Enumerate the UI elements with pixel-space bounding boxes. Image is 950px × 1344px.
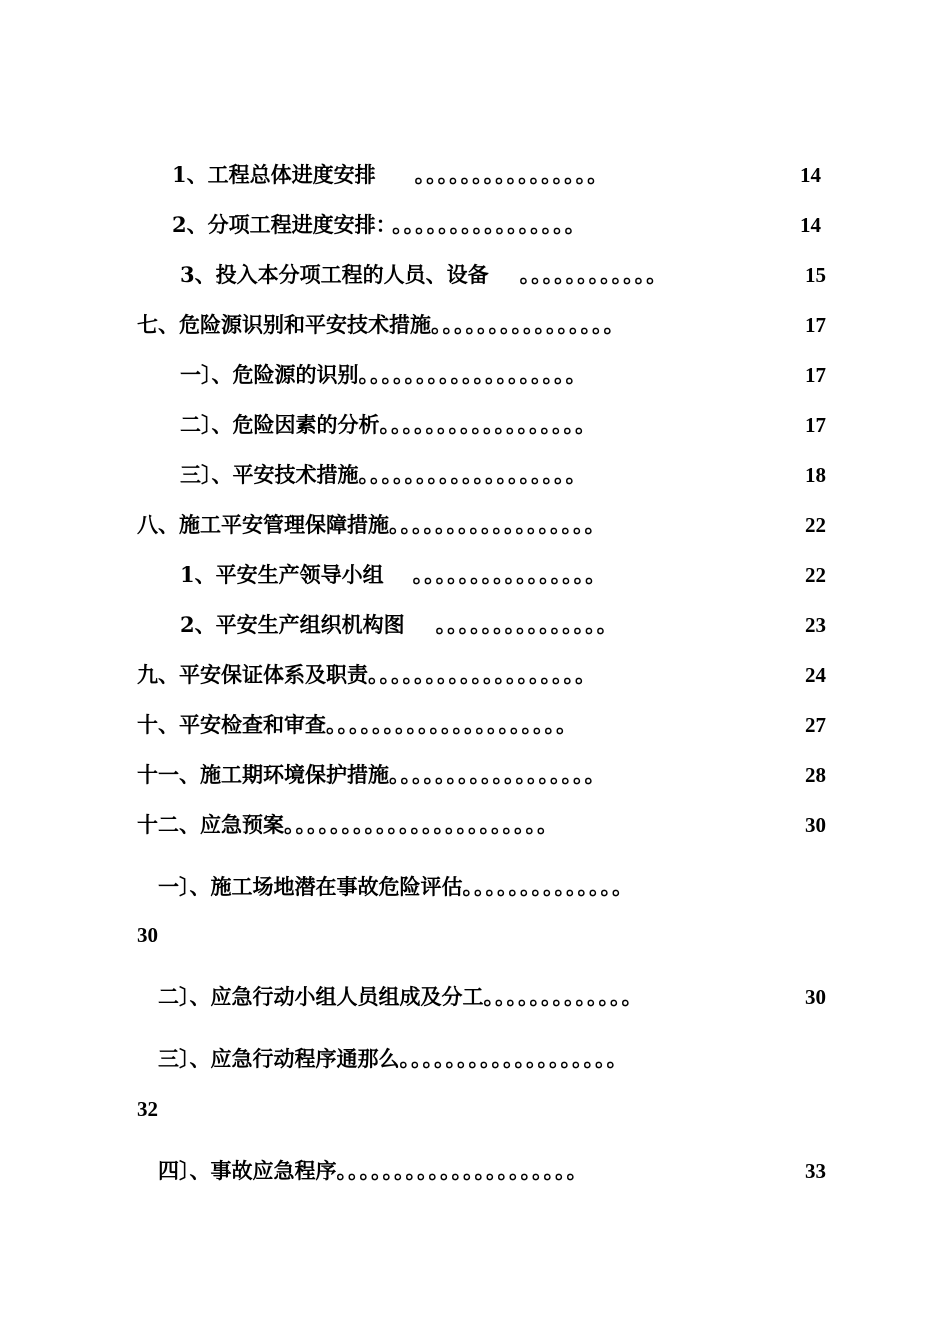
toc-entry-title: 十二、应急预案 <box>137 812 284 837</box>
toc-leader-dots: 。。。。。。。。。。。。。。。。。。 <box>389 762 607 787</box>
toc-entry <box>180 360 588 390</box>
toc-entry <box>158 872 634 902</box>
toc-entry <box>180 260 668 290</box>
toc-leader-dots: 。。。。。。。。。。。。。。。。。。 <box>389 512 607 537</box>
toc-page-number: 28 <box>805 763 826 787</box>
toc-leader-dots: 。。。。。。。。。。。。。。。。 <box>412 562 608 587</box>
toc-page-number: 33 <box>805 1159 826 1183</box>
toc-entry <box>137 710 578 740</box>
toc-leader-dots: 。。。。。。。。。。。。。。。。 <box>414 162 610 187</box>
toc-page-number: 18 <box>805 463 826 487</box>
toc-entry <box>180 460 588 490</box>
toc-entry-gap <box>376 162 397 187</box>
toc-entry-title: 三〕、应急行动程序通那么 <box>158 1046 400 1071</box>
toc-page-number: 30 <box>805 985 826 1009</box>
toc-entry-title: 四〕、事故应急程序 <box>158 1158 337 1183</box>
toc-leader-dots: 。。。。。。。。。。。。。。 <box>462 874 634 899</box>
toc-leader-dots: 。。。。。。。。。。。。。。。。。。。。。 <box>326 712 578 737</box>
toc-entry <box>158 982 644 1012</box>
toc-entry-title: 2、分项工程进度安排： <box>172 212 387 237</box>
toc-leader-dots: 。。。。。。。。。。。。。。。。。。。 <box>399 1046 629 1071</box>
toc-entry-title: 3、投入本分项工程的人员、设备 <box>180 262 489 287</box>
toc-entry-gap <box>405 612 426 637</box>
toc-entry-title: 七、危险源识别和平安技术措施 <box>137 312 431 337</box>
toc-entry <box>137 760 607 790</box>
toc-leader-dots: 。。。。。。。。。。。。。。。。 <box>431 312 626 337</box>
toc-entry <box>137 660 597 690</box>
toc-entry-title: 2、平安生产组织机构图 <box>180 612 405 637</box>
toc-leader-dots: 。。。。。。。。。。。。。。。。。。。 <box>368 662 597 687</box>
toc-entry <box>180 410 597 440</box>
toc-page-number: 30 <box>137 923 158 947</box>
toc-leader-dots: 。。。。。。。。。。。。。。。。。。。 <box>358 362 588 387</box>
toc-entry-title: 十、平安检查和审查 <box>137 712 326 737</box>
toc-page-number: 27 <box>805 713 826 737</box>
toc-leader-dots: 。。。。。。。。。。。。 <box>519 262 669 287</box>
toc-entry-title: 1、工程总体进度安排 <box>172 162 376 187</box>
toc-entry <box>137 310 626 340</box>
toc-entry-title: 十一、施工期环境保护措施 <box>137 762 389 787</box>
toc-page-number: 22 <box>805 513 826 537</box>
toc-leader-dots: 。。。。。。。。。。。。。 <box>483 984 644 1009</box>
toc-leader-dots: 。。。。。。。。。。。。。。。。。。。。。 <box>336 1158 589 1183</box>
toc-entry-title: 1、平安生产领导小组 <box>180 562 384 587</box>
toc-entry-title: 九、平安保证体系及职责 <box>137 662 368 687</box>
toc-entry-gap <box>489 262 510 287</box>
toc-page-number: 14 <box>800 213 821 237</box>
toc-entry <box>172 160 609 190</box>
toc-entry-title: 八、施工平安管理保障措施 <box>137 512 389 537</box>
toc-entry-title: 一〕、危险源的识别 <box>180 362 359 387</box>
toc-page-number: 24 <box>805 663 826 687</box>
toc-entry <box>137 810 559 840</box>
toc-entry-title: 二〕、危险因素的分析 <box>180 412 380 437</box>
toc-page-number: 17 <box>805 363 826 387</box>
toc-page-number: 22 <box>805 563 826 587</box>
toc-entry <box>158 1156 589 1186</box>
toc-entry-title: 一〕、施工场地潜在事故危险评估 <box>158 874 463 899</box>
toc-page-number: 32 <box>137 1097 158 1121</box>
toc-page-number: 30 <box>805 813 826 837</box>
toc-entry <box>180 560 607 590</box>
toc-entry-gap <box>384 562 405 587</box>
toc-entry-title: 二〕、应急行动小组人员组成及分工 <box>158 984 484 1009</box>
toc-entry <box>180 610 619 640</box>
toc-entry <box>158 1044 629 1074</box>
toc-entry-title: 三〕、平安技术措施 <box>180 462 359 487</box>
toc-page-number: 14 <box>800 163 821 187</box>
toc-entry <box>172 210 587 240</box>
toc-leader-dots: 。。。。。。。。。。。。。。。 <box>435 612 619 637</box>
toc-leader-dots: 。。。。。。。。。。。。。。。。。。。。。。。 <box>284 812 559 837</box>
toc-page-number: 23 <box>805 613 826 637</box>
toc-leader-dots: 。。。。。。。。。。。。。。。。 <box>392 212 587 237</box>
toc-page-number: 15 <box>805 263 826 287</box>
toc-leader-dots: 。。。。。。。。。。。。。。。。。。 <box>379 412 597 437</box>
toc-page-number: 17 <box>805 313 826 337</box>
toc-page-number: 17 <box>805 413 826 437</box>
toc-leader-dots: 。。。。。。。。。。。。。。。。。。。 <box>358 462 588 487</box>
toc-entry <box>137 510 607 540</box>
